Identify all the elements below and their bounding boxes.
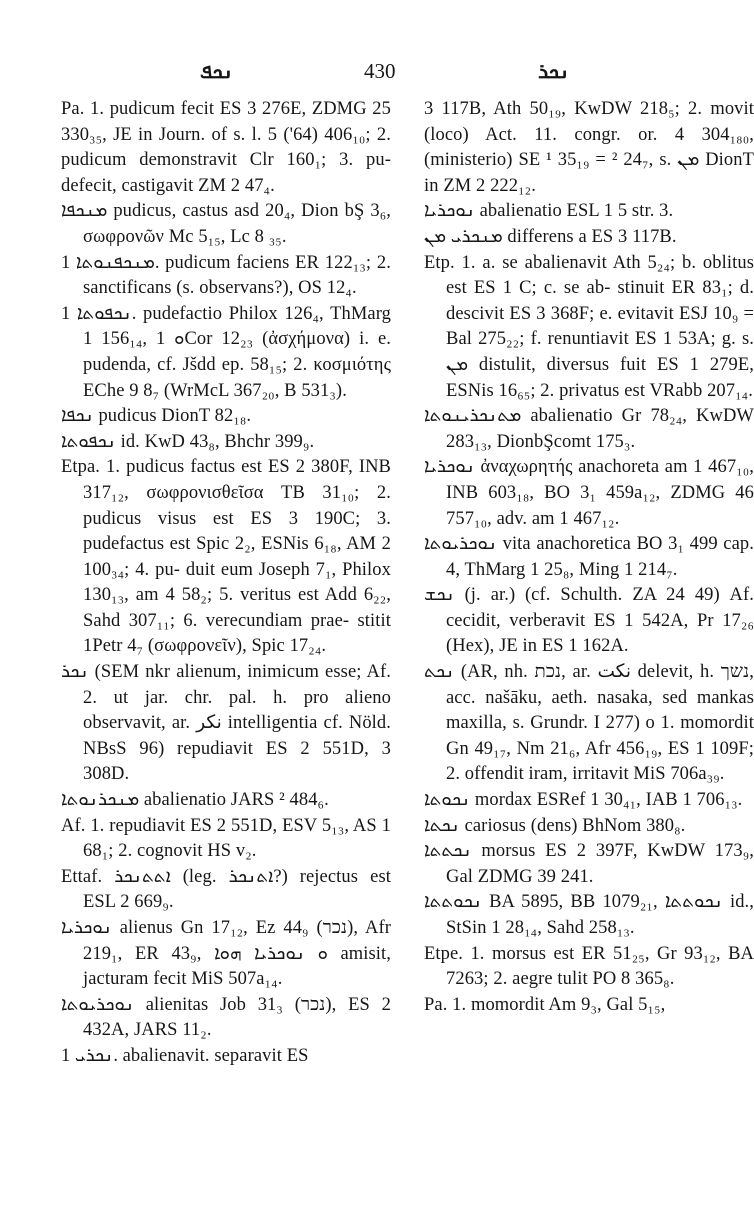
entry-pa-pudicum-fecit: Pa. 1. pudicum fecit ES 3 276E, ZDMG 25 330₃₅, JE in Journ. of s. l. 5 ('64) 406₁₀; 2. pudicum demonstravit Clr 160₁; 3. pu- defecit, castigavit ZM 2 47₄. xyxy=(61,99,391,196)
entry-pudicum-faciens: ܡܢܟܦܢܘܬܐ 1. pudicum faciens ER 122₁₃; 2. sanctificans (s. observans?), OS 12₄. xyxy=(61,252,391,299)
entry-vita-anachoretica: ܢܘܟܪܝܘܬܐ vita anachoretica BO 3₁ 499 cap. 4, ThMarg 1 25₈, Ming 1 214₇. xyxy=(424,534,754,580)
entry-abalienatio-esl: ܢܘܟܪܝܐ abalienatio ESL 1 5 str. 3. xyxy=(424,201,674,222)
right-column xyxy=(424,97,754,1018)
entry-abalienavit: ܢܟܪܝ 1. abalienavit. separavit ES xyxy=(61,1045,309,1066)
entry-mordax: ܢܟܘܬܐ mordax ESRef 1 30₄₁, IAB 1 706₁₃. xyxy=(424,790,743,811)
entry-ba-5895: ܢܟܘܬܬܐ BA 5895, BB 1079₂₁, ܢܟܘܬܬܐ id., StSin 1 28₁₄, Sahd 258₁₃. xyxy=(424,892,754,938)
entry-nkr-root: ܢܟܪ (SEM nkr alienum, inimicum esse; Af. 2. ut jar. chr. pal. h. pro alieno observavit, ar. نكر intelligentia cf. Nöld. NBsS 96) repudiavit ES 2 551D, 3 308D. xyxy=(61,662,391,785)
entry-pa-momordit: Pa. 1. momordit Am 9₃, Gal 5₁₅, xyxy=(424,994,666,1015)
entry-nkt-momordit: ܢܟܬ (AR, nh. נכת, ar. نكت delevit, h. נשך, acc. našāku, aeth. nasaka, sed mankas maxilla, s. Grundr. I 277) o 1. momordit Gn 49₁₇, Nm 21₆, Afr 456₁₉, ES 1 109F; 2. offendit iram, irritavit MiS 706a₃₉. xyxy=(424,662,754,785)
entry-abalienatio-gr: ܡܬܢܟܪܝܢܘܬܐ abalienatio Gr 78₂₄, KwDW 283₁₃, DionbŞcomt 175₃. xyxy=(424,406,754,452)
running-head-left: ܢܟܦ xyxy=(200,59,234,83)
entry-ettaf-rejectus: Ettaf. ܐܬܬܢܟܪ (leg. ܐܬܢܟܪ?) rejectus est ESL 2 669₉. xyxy=(61,866,391,913)
entry-af-repudiavit: Af. 1. repudiavit ES 2 551D, ESV 5₁₃, AS 1 68₁; 2. cognovit HS v₂. xyxy=(61,815,391,862)
entry-anachoreta: ܢܘܟܪܝܐ ἀναχωρητής anachoreta am 1 467₁₀, INB 603₁₈, BO 3₁ 459a₁₂, ZDMG 46 757₁₀, adv. am 1 467₁₂. xyxy=(424,457,754,529)
entry-continuation: 3 117B, Ath 50₁₉, KwDW 218₅; 2. movit (loco) Act. 11. congr. or. 4 304₁₈₀, (ministerio) SE ¹ 35₁₉ = ² 24₇, s. ܡܢ DionT in ZM 2 222₁₂. xyxy=(424,99,754,196)
entry-pudicus-castus: ܡܢܟܦܐ pudicus, castus asd 20₄, Dion bŞ 3₆, σωφρονῶν Mc 5₁₅, Lc 8 ₃₅. xyxy=(61,201,391,247)
page-number: 430 xyxy=(364,59,396,83)
entry-cariosus: ܢܟܬܐ cariosus (dens) BhNom 380₈. xyxy=(424,815,686,836)
entry-etpe-morsus: Etpe. 1. morsus est ER 51₂₅, Gr 93₁₂, BA 7263; 2. aegre tulit PO 8 365₈. xyxy=(424,943,754,990)
entry-abalienatio-jars: ܡܢܟܪܢܘܬܐ abalienatio JARS ² 484₆. xyxy=(61,790,329,811)
entry-differens: ܡܢܟܪܝ ܡܢ differens a ES 3 117B. xyxy=(424,226,677,247)
entry-etpa: Etpa. 1. pudicus factus est ES 2 380F, INB 317₁₂, σωφρονισθεῖσα TB 31₁₀; 2. pudicus visus est ES 3 190C; 3. pudefactus est Spic 2₂, ESNis 6₁₈, AM 2 100₃₄; 4. pu- duit eum Joseph 7₁, Philox 130₁₃, am 4 58₂; 5. veritus est Add 6₂₂, Sahd 307₁₁; 6. verecundiam prae- stitit 1Petr 4₇ (σωφρονεῖν), Spic 17₂₄. xyxy=(61,457,391,657)
entry-alienus: ܢܘܟܪܝܐ alienus Gn 17₁₂, Ez 44₉ (נכר), Afr 219₁, ER 43₉, ܘ ܢܘܟܪܝܐ ܗܘܐ amisit, jacturam fecit MiS 507a₁₄. xyxy=(61,918,392,990)
running-head-right: ܢܟܪ xyxy=(538,59,570,83)
entry-alienitas: ܢܘܟܪܝܘܬܐ alienitas Job 31₃ (נכר), ES 2 432A, JARS 11₂. xyxy=(61,994,391,1041)
entry-pudicus-dion: ܢܟܦܐ pudicus DionT 82₁₈. xyxy=(61,406,252,427)
entry-nks-cecidit: ܢܟܫ (j. ar.) (cf. Schulth. ZA 24 49) Af. cecidit, verberavit ES 1 542A, Pr 17₂₆ (Hex), JE in ES 1 162A. xyxy=(424,585,754,657)
left-column xyxy=(61,97,391,1070)
entry-etp-se-abalienavit: Etp. 1. a. se abalienavit Ath 5₂₄; b. oblitus est ES 1 C; c. se ab- stinuit ER 83₁; d. descivit ES 3 368F; e. evitavit ESJ 10₉ = Bal 275₂₂; f. renuntiavit ES 1 53A; g. s. ܡܢ distulit, diversus fuit ES 1 279E, ESNis 16₆₅; 2. privatus est VRabb 207₁₄. xyxy=(424,252,754,401)
entry-id-kwd: ܢܟܦܘܬܐ id. KwD 43₈, Bhchr 399₉. xyxy=(61,431,315,452)
entry-morsus: ܢܟܬܬܐ morsus ES 2 397F, KwDW 173₉, Gal ZDMG 39 241. xyxy=(424,841,754,887)
entry-pudefactio: ܢܟܦܘܬܐ 1. pudefactio Philox 126₄, ThMarg 1 156₁₄, ܘ 1Cor 12₂₃ (ἀσχήμονα) i. e. pudenda, cf. Jšdd ep. 58₁₅; 2. κοσμιότης EChe 9 8₇ (WrMcL 367₂₀, B 531₃). xyxy=(61,303,392,401)
